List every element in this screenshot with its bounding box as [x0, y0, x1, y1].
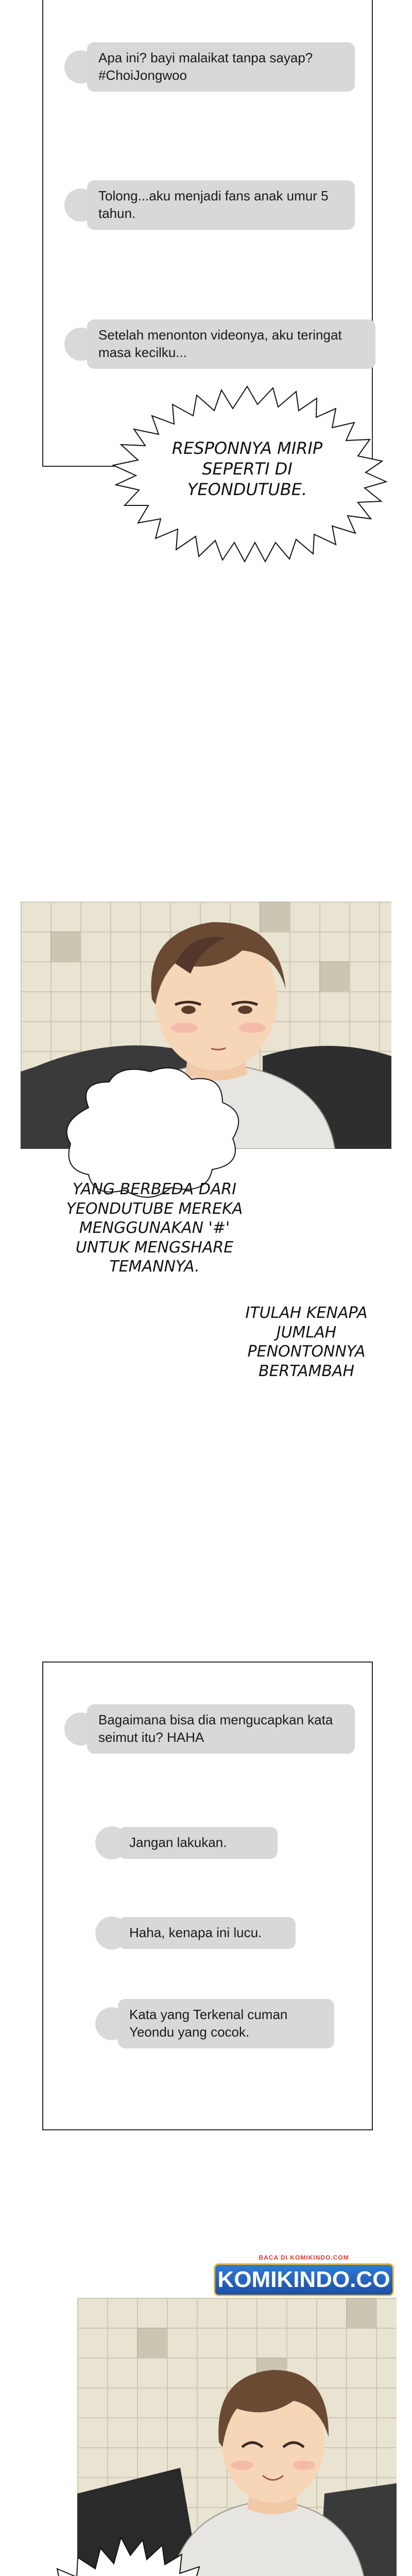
comment-1-1 — [64, 42, 355, 92]
burst-bubble-2 — [8, 2535, 234, 2576]
comment-bubble — [87, 1704, 355, 1754]
watermark-logo — [214, 2254, 394, 2295]
illustration-panel-2 — [77, 2298, 397, 2576]
watermark-tagline: BACA DI KOMIKINDO.COM — [259, 2254, 349, 2261]
narration-text-2: ITULAH KENAPA JUMLAH PENONTONNYA BERTAMBAH — [245, 1304, 368, 1380]
comment-bubble — [87, 42, 355, 92]
comment-1-2 — [64, 180, 355, 230]
burst-text-1: RESPONNYA MIRIP SEPERTI DI YEONDUTUBE. — [171, 438, 323, 499]
comment-2-1 — [64, 1704, 355, 1754]
comment-bubble — [87, 319, 375, 369]
narration-text-1: YANG BERBEDA DARI YEONDUTUBE MEREKA MENGGUNAKAN '#' UNTUK MENGSHARE TEMANNYA. — [66, 1180, 243, 1276]
comment-2-4 — [95, 1999, 334, 2048]
comment-bubble — [87, 180, 355, 230]
comment-text: Jangan lakukan. — [129, 1835, 227, 1851]
character-illustration — [77, 2298, 397, 2576]
comment-2-3 — [95, 1917, 296, 1950]
comment-text: Bagaimana bisa dia mengucapkan kata seimut itu? HAHA — [98, 1712, 333, 1745]
comment-1-3 — [64, 319, 375, 369]
watermark-name: KOMIKINDO.CO — [214, 2263, 394, 2296]
comment-text: Kata yang Terkenal cuman Yeondu yang cocok. — [129, 2007, 288, 2040]
comment-text: Haha, kenapa ini lucu. — [129, 1925, 262, 1941]
comment-2-2 — [95, 1826, 278, 1859]
comment-bubble — [118, 1827, 278, 1859]
comment-bubble — [118, 1917, 296, 1949]
comment-text: Tolong...aku menjadi fans anak umur 5 tahun. — [98, 188, 329, 221]
comment-bubble — [118, 1999, 334, 2048]
comment-text: Setelah menonton videonya, aku teringat masa kecilku... — [98, 327, 342, 360]
comment-text: Apa ini? bayi malaikat tanpa sayap? #ChoiJongwoo — [98, 50, 313, 83]
